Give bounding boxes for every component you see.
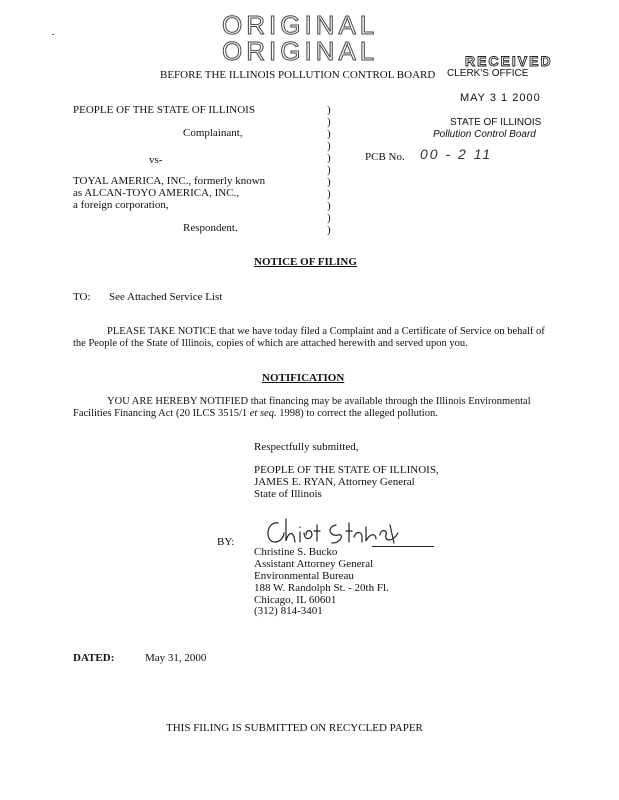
received-date-stamp: MAY 3 1 2000 [460,92,541,104]
signer-bureau: Environmental Bureau [254,570,354,582]
board-stamp: Pollution Control Board [433,129,536,140]
pcb-number-label: PCB No. [365,151,405,163]
defendant-line-1: TOYAL AMERICA, INC., formerly known [73,175,266,187]
notification-title: NOTIFICATION [262,372,345,384]
signature-state: State of Illinois [254,488,322,500]
original-stamp-line1: ORIGINAL [222,10,379,40]
original-stamp [222,12,378,64]
original-stamp-line2: ORIGINAL [222,36,379,66]
closing-line: Respectfully submitted, [254,441,359,453]
notification-body-italic: et seq. [249,408,277,419]
signer-address-1: 188 W. Randolph St. - 20th Fl. [254,582,389,594]
scan-speck [52,34,54,35]
notification-body [73,396,547,420]
signer-phone: (312) 814-3401 [254,605,323,617]
pcb-number-handwritten: 00 - 2 11 [420,146,493,162]
defendant-line-2: as ALCAN-TOYO AMERICA, INC., [73,187,240,199]
dated-value: May 31, 2000 [145,652,207,664]
court-heading: BEFORE THE ILLINOIS POLLUTION CONTROL BOARD [160,69,436,81]
versus-label: vs- [149,154,163,166]
defendant-line-3: a foreign corporation, [73,199,169,211]
to-label: TO: [73,291,91,303]
recycled-paper-note: THIS FILING IS SUBMITTED ON RECYCLED PAPER [166,722,423,734]
complainant-label: Complainant, [183,127,243,139]
plaintiff-name: PEOPLE OF THE STATE OF ILLINOIS [73,104,255,116]
caption-parentheses: ) ) ) ) ) ) ) ) ) ) ) [327,104,331,236]
clerks-office-stamp: CLERK'S OFFICE [447,68,529,79]
signature-line [372,546,434,547]
notification-body-lead: YOU ARE HEREBY NOTIFIED that financing may be available through the Illinois Environmental Facilities Financing Act (20 ILCS 3515/1 [73,396,531,419]
notice-body: PLEASE TAKE NOTICE that we have today filed a Complaint and a Certificate of Service on behalf of the People of the State of Illinois, copies of which are attached herewith and served upon you. [73,326,545,349]
signature-attorney-general: JAMES E. RYAN, Attorney General [254,476,415,488]
signer-title: Assistant Attorney General [254,558,374,570]
signer-name: Christine S. Bucko [254,546,338,558]
dated-label: DATED: [73,652,115,664]
respondent-label: Respondent. [183,222,238,234]
notice-title: NOTICE OF FILING [254,256,357,268]
received-stamp: RECEIVED [465,53,553,69]
to-value: See Attached Service List [109,291,223,303]
state-stamp: STATE OF ILLINOIS [450,117,542,128]
signer-address-2: Chicago, IL 60601 [254,594,337,606]
by-label: BY: [217,536,235,548]
notification-body-tail: 1998) to correct the alleged pollution. [279,408,438,419]
signature-party: PEOPLE OF THE STATE OF ILLINOIS, [254,464,439,476]
